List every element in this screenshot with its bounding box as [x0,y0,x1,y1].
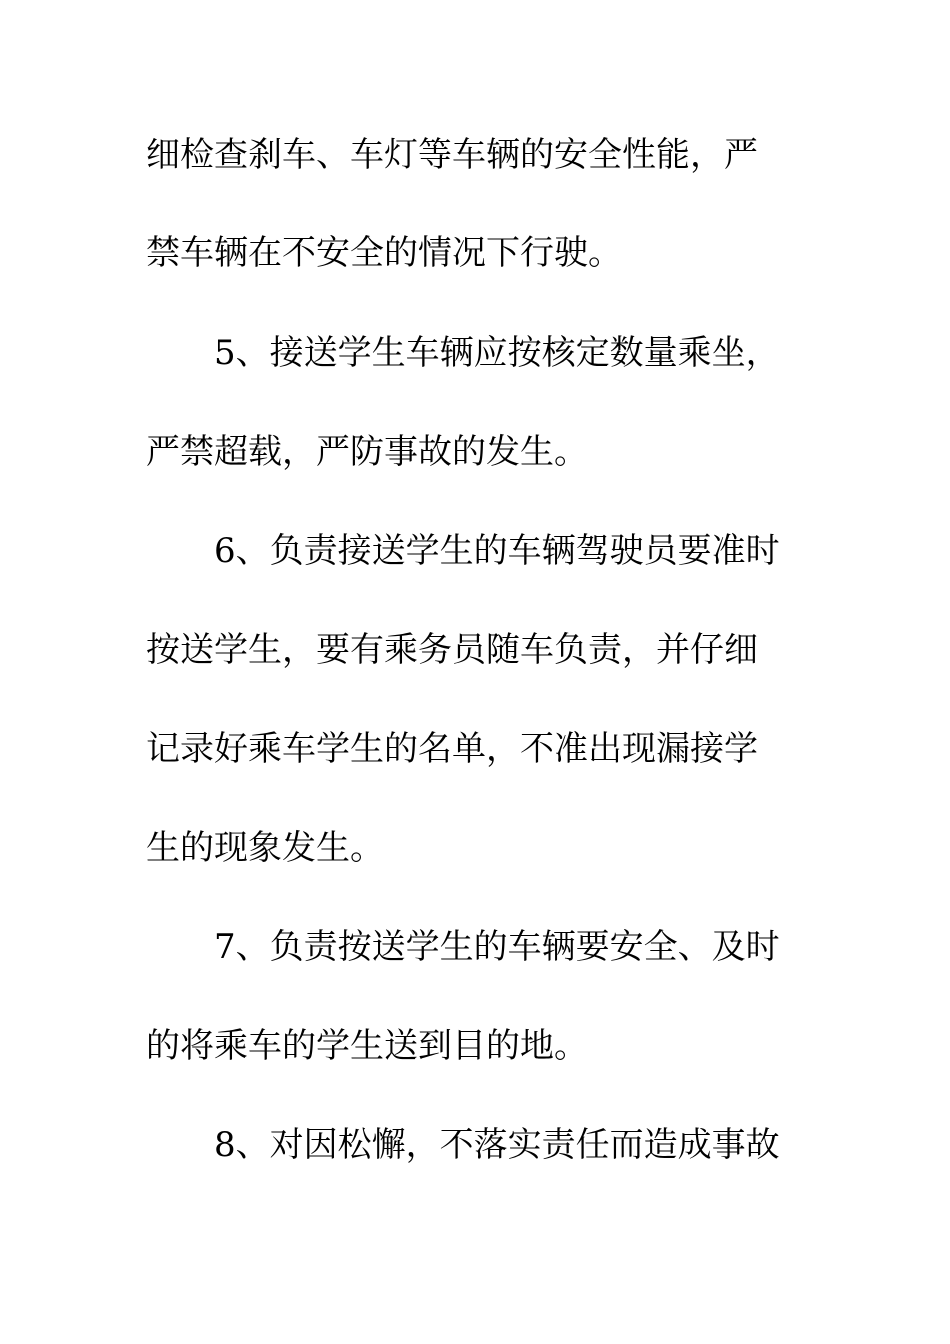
text-line-10: 的将乘车的学生送到目的地。 [146,1026,588,1066]
text-line-9: 7、负责按送学生的车辆要安全、及时 [214,927,780,967]
text-line-1: 细检查刹车、车灯等车辆的安全性能，严 [146,135,758,175]
text-line-6: 按送学生，要有乘务员随车负责，并仔细 [146,630,758,670]
text-line-2: 禁车辆在不安全的情况下行驶。 [146,233,622,273]
text-line-3: 5、接送学生车辆应按核定数量乘坐， [214,333,780,373]
text-line-8: 生的现象发生。 [146,828,384,868]
text-line-7: 记录好乘车学生的名单，不准出现漏接学 [146,729,758,769]
text-line-5: 6、负责接送学生的车辆驾驶员要准时 [214,531,780,571]
text-line-4: 严禁超载，严防事故的发生。 [146,432,588,472]
text-line-11: 8、对因松懈，不落实责任而造成事故 [214,1125,780,1165]
